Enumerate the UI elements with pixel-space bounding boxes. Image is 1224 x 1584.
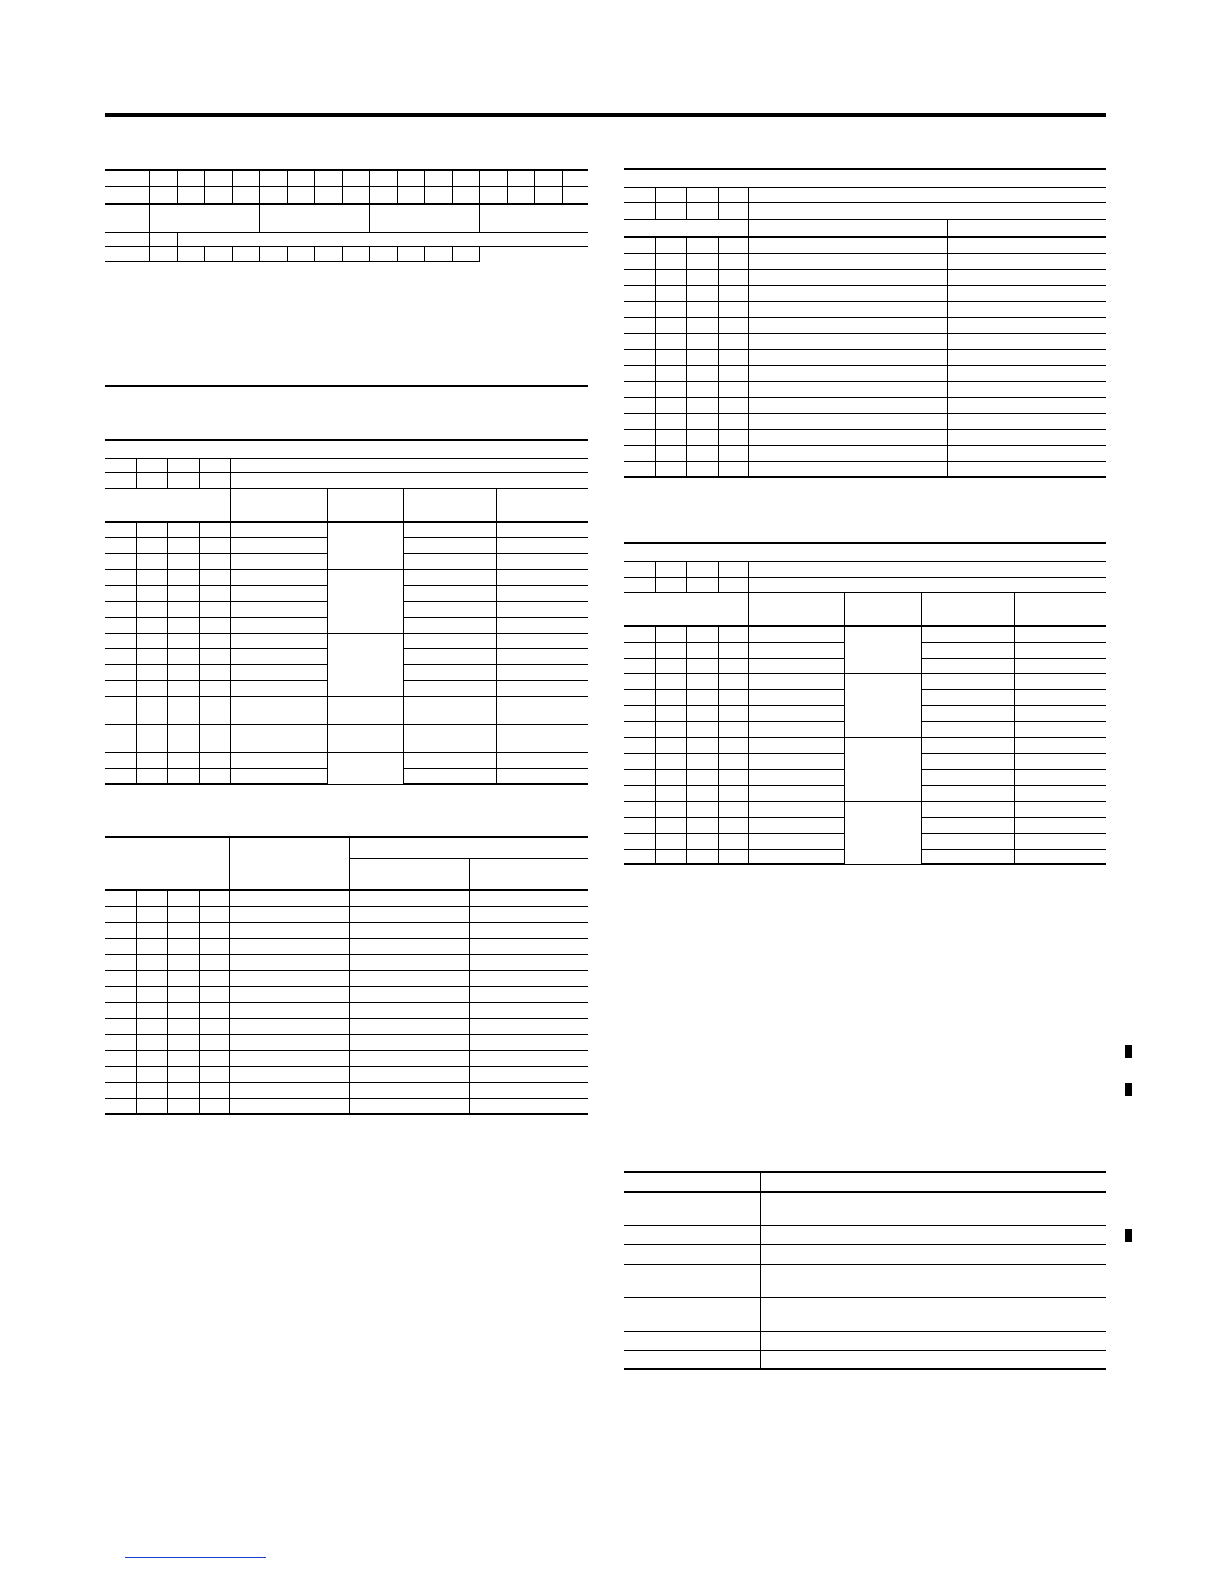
section-heading-rule	[105, 385, 588, 387]
table-c	[624, 168, 1106, 478]
change-bar	[1125, 1083, 1132, 1096]
page-header-rule	[105, 113, 1106, 117]
table-b	[105, 836, 588, 1115]
table-e	[624, 1171, 1106, 1370]
footer-link[interactable]	[125, 1557, 266, 1558]
change-bar	[1125, 1045, 1132, 1058]
register-bitmap-table	[105, 169, 588, 262]
table-a	[105, 439, 588, 785]
change-bar	[1125, 1229, 1132, 1242]
table-d	[624, 542, 1106, 865]
